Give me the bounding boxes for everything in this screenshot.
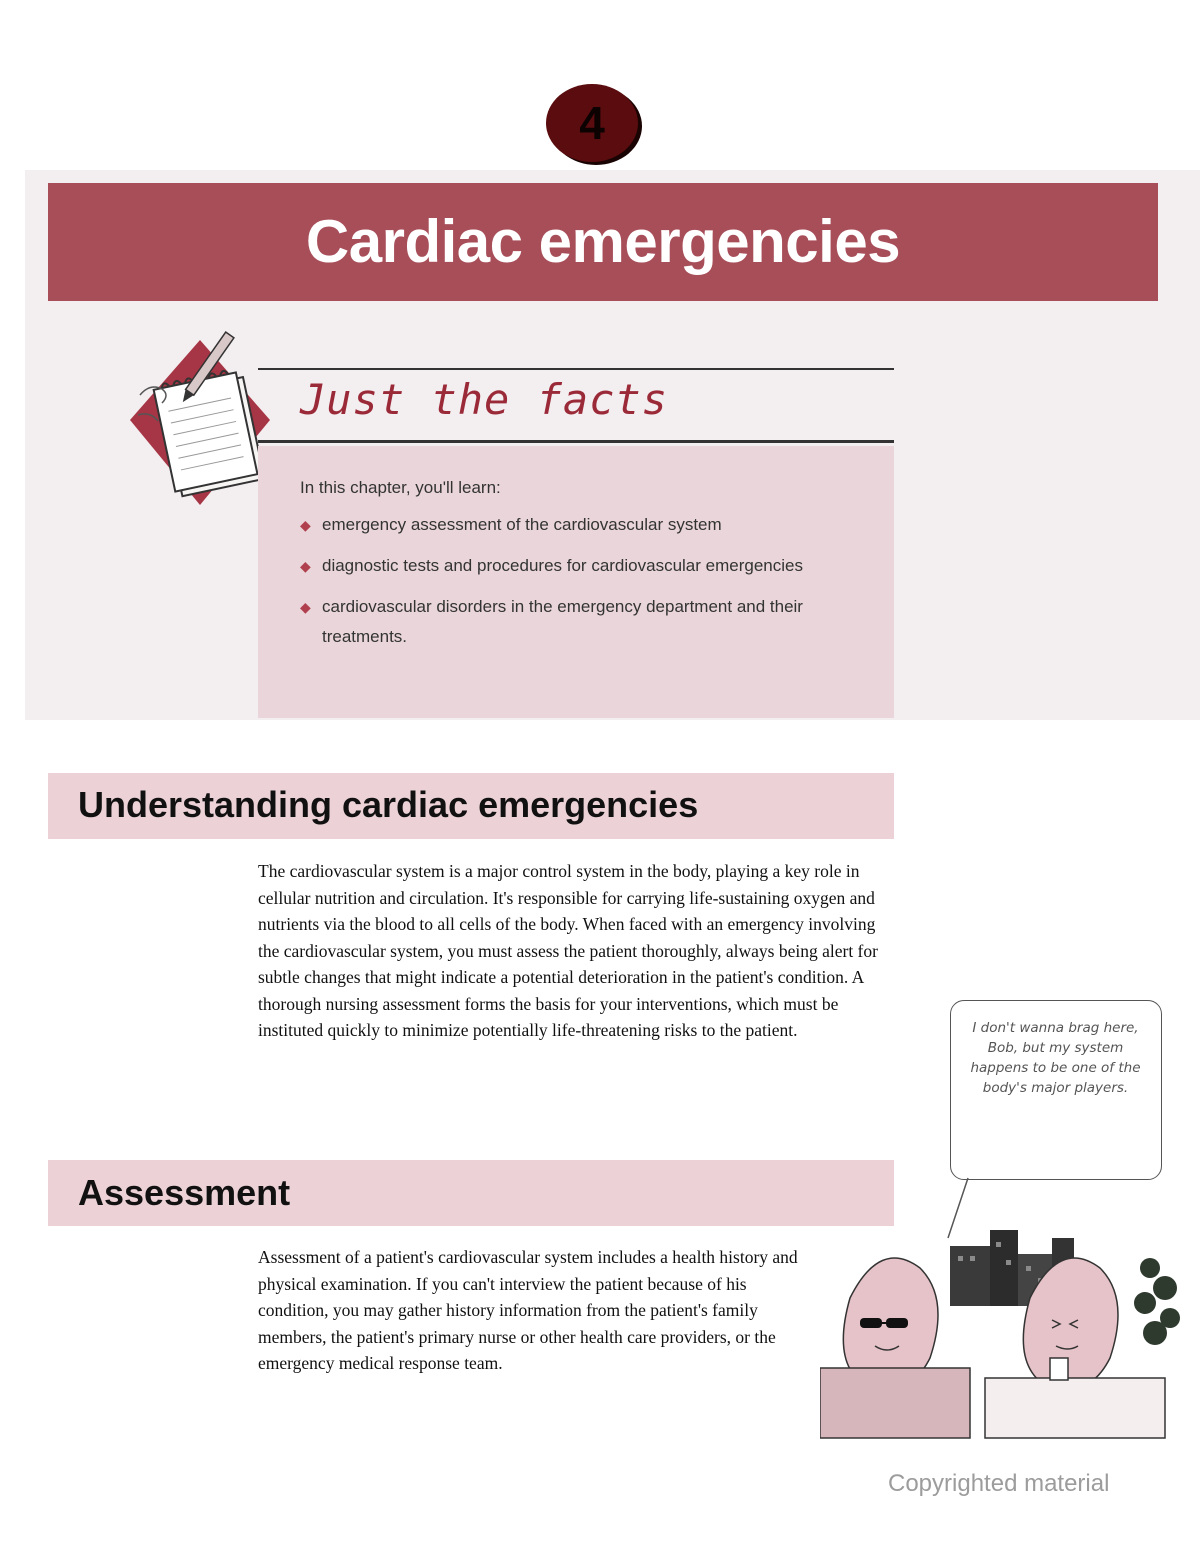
list-item [300,551,860,581]
list-item [300,592,860,652]
notepad-pencil-icon [120,325,280,515]
facts-list [300,510,860,663]
diamond-bullet-icon: ◆ [300,558,311,574]
list-item-text: emergency assessment of the cardiovascular system [322,515,722,534]
chapter-number: 4 [579,97,605,149]
facts-rule-top [258,368,894,370]
facts-heading: Just the facts [300,375,669,424]
section-body-assessment: Assessment of a patient's cardiovascular system includes a health history and physical examination. If you can't interview the patient because of his condition, you may gather history information from the patient's family members, the patient's primary nurse or other health care providers, or the emergency medical response team. [258,1247,798,1373]
chapter-title: Cardiac emergencies [305,208,901,275]
facts-intro: In this chapter, you'll learn: [300,478,501,497]
section-body-understanding: The cardiovascular system is a major control system in the body, playing a key role in cellular nutrition and circulation. It's responsible for carrying life-sustaining oxygen and nutrients via the blood to all cells of the body. When faced with an emergency involving the cardiovascular system, you must assess the patient thoroughly, always being alert for subtle changes that might indicate a potential deterioration in the patient's condition. A thorough nursing assessment forms the basis for your interventions, which must be instituted quickly to minimize potentially life-threatening risks to the patient. [258,861,878,1040]
section-title-understanding: Understanding cardiac emergencies [78,784,699,825]
list-item-text: cardiovascular disorders in the emergency department and their treatments. [322,597,803,646]
copyright-notice: Copyrighted material [888,1470,1110,1497]
cartoon-hearts-illustration [820,1168,1200,1453]
speech-bubble-text: I don't wanna brag here, Bob, but my system happens to be one of the body's major players. [970,1020,1141,1096]
diamond-bullet-icon: ◆ [300,517,311,533]
diamond-bullet-icon: ◆ [300,599,311,615]
list-item [300,510,860,540]
list-item-text: diagnostic tests and procedures for cardiovascular emergencies [322,556,803,575]
section-title-assessment: Assessment [78,1172,291,1213]
facts-rule-bottom [258,440,894,443]
